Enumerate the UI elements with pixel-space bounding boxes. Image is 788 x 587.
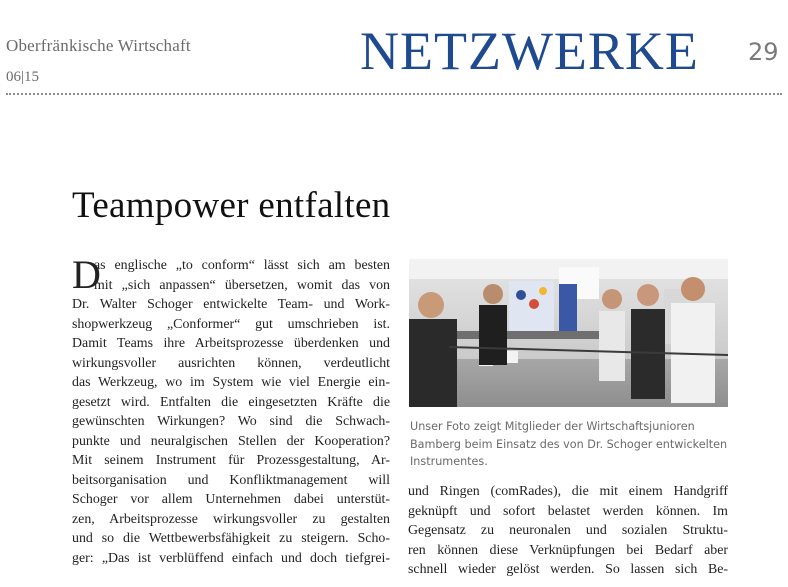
caption-line: Unser Foto zeigt Mitglieder der Wirtschaftsjunioren [410,420,695,433]
body-line: und Ringen (comRades), die mit einem Handgriff [408,484,728,499]
body-line: Dr. Walter Schoger entwickelte Team- und Work- [72,297,390,312]
photo-caption [410,418,728,471]
section-title: NETZWERKE [360,21,699,81]
page-number: 29 [748,38,779,66]
article-column-right [408,482,728,580]
body-line: Gegensatz zu neuronalen und sozialen Struktu- [408,523,728,538]
body-line: mit „sich anpassen“ übersetzen, womit das von [94,277,390,293]
article-headline: Teampower entfalten [72,185,391,226]
body-line: zen, Arbeitsprozesse wirkungsvoller zu gestalten [72,511,390,527]
body-line: shopwerkzeug „Conformer“ gut umschrieben ist. [72,316,390,332]
body-line: gesetzt wird. Entfalten die eingesetzten Kräfte die [72,394,390,410]
header-divider [6,93,782,95]
body-line: beitsorganisation und Konfliktmanagement will [72,472,390,488]
body-line: Schoger vor allem Unternehmen dabei unterstüt- [72,492,390,507]
body-line: ren können diese Verknüpfungen bei Bedarf aber [408,542,728,558]
body-line-text: as englische „to conform“ lässt sich am besten [94,258,390,273]
body-line: geknüpft und sofort belastet werden können. Im [408,503,728,519]
body-line: schnell wieder gelöst werden. So lassen sich Be- [408,562,728,577]
body-line: und so die Wettbewerbsfähigkeit zu steigern. Scho- [72,531,390,546]
issue-number: 06|15 [6,69,40,85]
body-line: wirkungsvoller ausrichten können, verdeutlicht [72,355,390,371]
magazine-name: Oberfränkische Wirtschaft [6,36,191,55]
article-photo [409,259,728,407]
body-line: gewünschten Wirkungen? Wo sind die Schwach- [72,414,390,429]
caption-line: Instrumentes. [410,455,488,468]
article-column-left [72,252,390,568]
caption-line: Bamberg beim Einsatz des von Dr. Schoger entwickelten [410,437,728,451]
drop-cap: D [72,252,101,297]
body-line: Mit seinem Instrument für Prozessgestaltung, Ar- [72,453,390,468]
body-line: Damit Teams ihre Arbeitsprozesse überdenken und [72,336,390,351]
body-line: das Werkzeug, wo im System wie viel Energie ein- [72,375,390,390]
body-line: ger: „Das ist verblüffend einfach und doch tiefgrei- [72,550,390,566]
body-line: punkte und neuralgischen Stellen der Kooperation? [72,433,390,449]
